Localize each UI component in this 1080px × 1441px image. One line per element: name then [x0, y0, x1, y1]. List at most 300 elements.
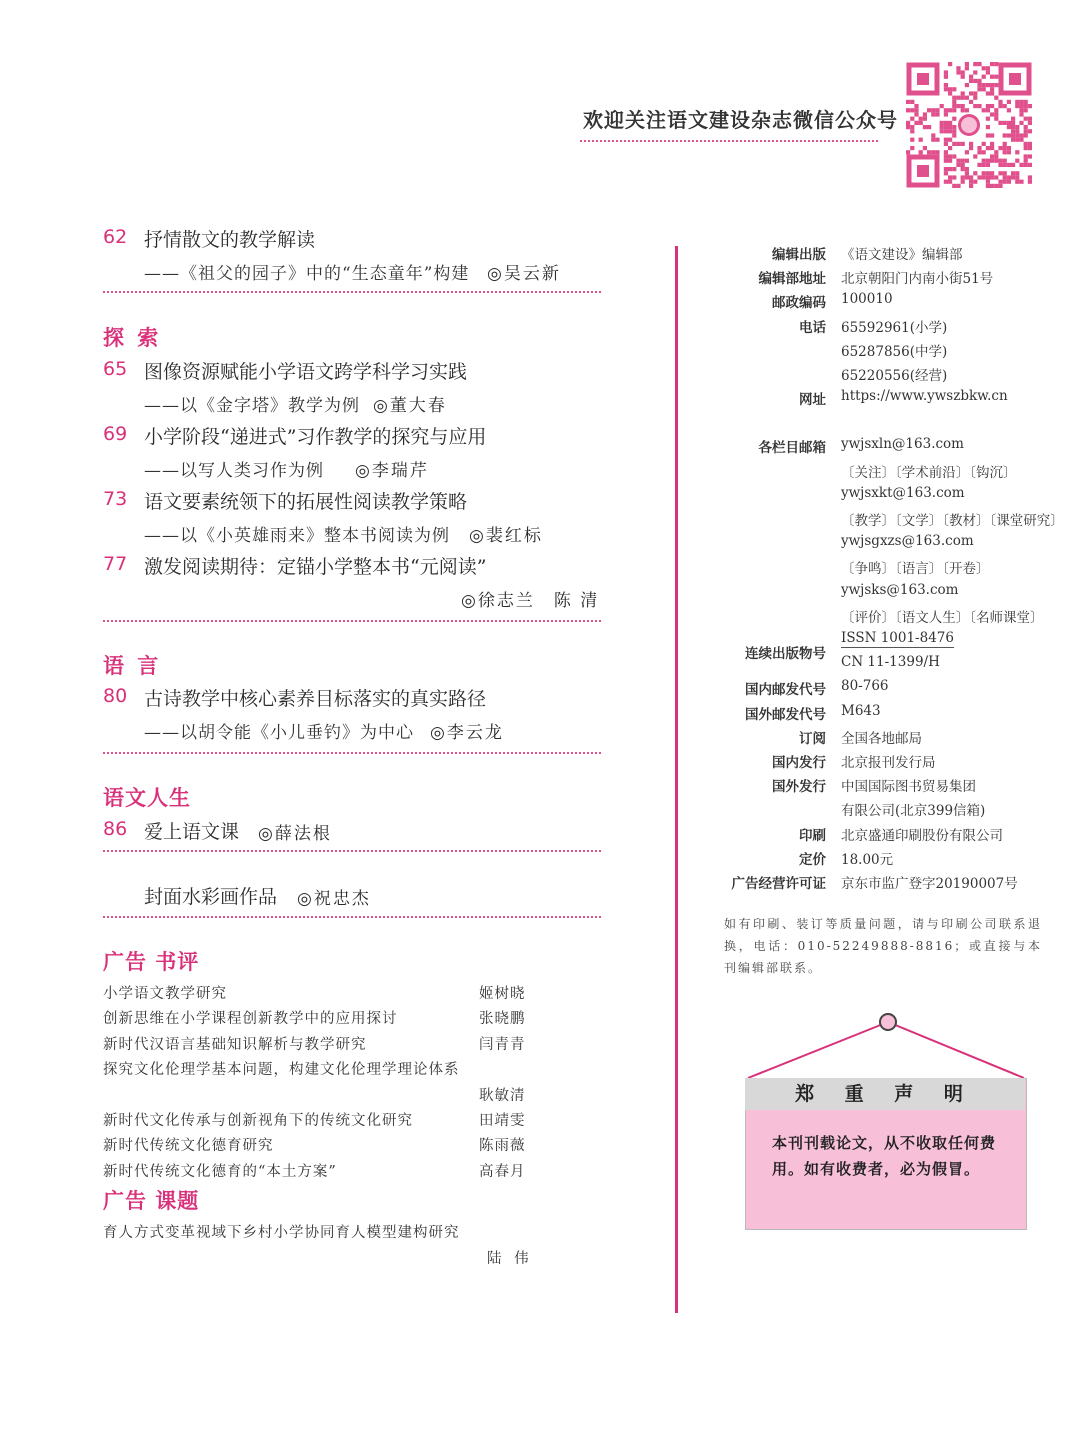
qr-module [969, 175, 973, 179]
qr-module [969, 184, 973, 188]
qr-module [956, 184, 960, 188]
qr-module [1028, 129, 1032, 133]
info-value: ywjsxln@163.com [841, 436, 964, 453]
info-label: 国内邮发代号 [745, 682, 826, 699]
qr-module [1028, 104, 1032, 108]
qr-module [994, 150, 998, 154]
toc-article-author: ◎薛法根 [258, 824, 332, 844]
qr-module [969, 79, 973, 83]
info-value: https://www.ywszbkw.cn [841, 388, 1008, 405]
qr-module [927, 150, 931, 154]
qr-module [990, 175, 994, 179]
qr-module [990, 133, 994, 137]
qr-module [977, 87, 981, 91]
qr-module [1024, 104, 1028, 108]
column-divider [675, 246, 678, 1313]
qr-module [944, 142, 948, 146]
section-divider [103, 916, 601, 918]
qr-module [952, 117, 956, 121]
qr-module [948, 129, 952, 133]
qr-module [910, 129, 914, 133]
info-value: 《语文建设》编辑部 [841, 247, 963, 263]
toc-article-author: ◎李瑞芹 [355, 461, 429, 481]
qr-module [910, 125, 914, 129]
qr-module [982, 83, 986, 87]
qr-module [994, 184, 998, 188]
notice-body: 本刊刊载论文，从不收取任何费用。如有收费者，必为假冒。 [772, 1134, 997, 1178]
qr-module [1011, 129, 1015, 133]
qr-module [961, 108, 965, 112]
qr-module [1007, 100, 1011, 104]
qr-module [1003, 159, 1007, 163]
qr-module [961, 159, 965, 163]
qr-module [965, 150, 969, 154]
qr-module [952, 96, 956, 100]
qr-module [982, 142, 986, 146]
qr-module [1028, 117, 1032, 121]
qr-module [948, 125, 952, 129]
qr-module [956, 142, 960, 146]
qr-module [977, 79, 981, 83]
info-value: ISSN 1001-8476 [841, 630, 954, 646]
qr-module [1028, 180, 1032, 184]
toc-article-author: ◎李云龙 [430, 723, 504, 743]
qr-module [940, 125, 944, 129]
qr-module [919, 121, 923, 125]
info-label: 连续出版物号 [745, 646, 826, 663]
section-heading-ad-books: 广告 书评 [103, 949, 200, 974]
qr-module [1003, 180, 1007, 184]
qr-module [1011, 175, 1015, 179]
qr-module [973, 180, 977, 184]
toc-page-number: 73 [103, 488, 128, 510]
qr-module [973, 104, 977, 108]
qr-module [961, 167, 965, 171]
qr-module [986, 180, 990, 184]
book-title: 新时代传统文化德育研究 [103, 1138, 274, 1154]
book-author: 耿敏清 [479, 1088, 526, 1104]
qr-module [986, 117, 990, 121]
qr-module [931, 133, 935, 137]
toc-article-title: 爱上语文课 [144, 821, 240, 843]
qr-module [1019, 121, 1023, 125]
qr-module [1019, 104, 1023, 108]
qr-module [931, 108, 935, 112]
qr-module [994, 154, 998, 158]
qr-module [986, 133, 990, 137]
qr-module [986, 175, 990, 179]
qr-module [1015, 104, 1019, 108]
qr-module [1024, 142, 1028, 146]
qr-module [1024, 100, 1028, 104]
qr-module [986, 171, 990, 175]
qr-module [956, 96, 960, 100]
book-author: 闫青青 [479, 1037, 526, 1053]
qr-module [944, 150, 948, 154]
info-label: 印刷 [799, 827, 826, 844]
qr-module [906, 125, 910, 129]
qr-module [982, 150, 986, 154]
qr-module [914, 112, 918, 116]
qr-module [948, 154, 952, 158]
qr-module [1003, 150, 1007, 154]
qr-module [944, 70, 948, 74]
qr-module [952, 104, 956, 108]
qr-module [994, 175, 998, 179]
qr-module [1015, 125, 1019, 129]
qr-module [982, 66, 986, 70]
qr-module [1011, 125, 1015, 129]
qr-module [935, 138, 939, 142]
section-divider [103, 620, 601, 622]
qr-module [952, 184, 956, 188]
qr-module [973, 154, 977, 158]
qr-module [973, 171, 977, 175]
section-heading-life: 语文人生 [103, 785, 191, 810]
qr-module [994, 159, 998, 163]
qr-module [1011, 133, 1015, 137]
qr-module [977, 62, 981, 66]
qr-module [969, 75, 973, 79]
qr-module [906, 108, 910, 112]
qr-module [923, 125, 927, 129]
toc-article-subtitle: ——以《金字塔》教学为例 [144, 396, 360, 416]
qr-module [998, 121, 1002, 125]
qr-module [969, 100, 973, 104]
hanging-string-icon [740, 1010, 1035, 1085]
qr-module [1003, 175, 1007, 179]
qr-module [952, 142, 956, 146]
qr-module [965, 175, 969, 179]
qr-module [961, 175, 965, 179]
qr-module [965, 83, 969, 87]
qr-module [944, 154, 948, 158]
info-value: M643 [841, 702, 881, 719]
qr-module [1007, 150, 1011, 154]
qr-module [948, 138, 952, 142]
qr-module [986, 70, 990, 74]
qr-module [1007, 121, 1011, 125]
qr-module [940, 121, 944, 125]
qr-module [1028, 142, 1032, 146]
qr-module [923, 146, 927, 150]
toc-article-title: 语文要素统领下的拓展性阅读教学策略 [144, 491, 468, 513]
info-value: 65287856(中学) [841, 343, 948, 360]
qr-module [1015, 171, 1019, 175]
qr-module [986, 91, 990, 95]
qr-module [1024, 163, 1028, 167]
qr-module [944, 167, 948, 171]
toc-article-author: ◎裴红标 [469, 526, 543, 546]
qr-module [969, 146, 973, 150]
qr-module [1007, 163, 1011, 167]
qr-module [961, 70, 965, 74]
qr-module [982, 108, 986, 112]
qr-module [973, 70, 977, 74]
info-value: ywjsgxzs@163.com [841, 533, 974, 550]
info-value: 65220556(经营) [841, 368, 948, 384]
qr-module [1003, 171, 1007, 175]
section-heading-explore: 探 索 [103, 325, 162, 350]
qr-module [977, 104, 981, 108]
qr-module [1019, 163, 1023, 167]
qr-module [961, 96, 965, 100]
qr-module [990, 171, 994, 175]
qr-module [1015, 138, 1019, 142]
qr-module [1028, 163, 1032, 167]
qr-module [1003, 133, 1007, 137]
qr-module [965, 167, 969, 171]
info-label: 国外发行 [772, 779, 826, 796]
book-title: 新时代文化传承与创新视角下的传统文化研究 [103, 1113, 413, 1129]
toc-article-author: ◎董大春 [373, 396, 447, 416]
qr-module [914, 108, 918, 112]
qr-module [1007, 125, 1011, 129]
qr-module [948, 121, 952, 125]
qr-module [910, 146, 914, 150]
qr-module [961, 91, 965, 95]
qr-module [956, 163, 960, 167]
qr-module [1019, 112, 1023, 116]
qr-module [948, 62, 952, 66]
qr-module [990, 87, 994, 91]
qr-module [998, 159, 1002, 163]
qr-module [1024, 129, 1028, 133]
qr-module [1024, 146, 1028, 150]
qr-module [1024, 117, 1028, 121]
qr-module [1003, 104, 1007, 108]
book-title: 新时代传统文化德育的“本土方案” [103, 1164, 337, 1180]
qr-module [986, 108, 990, 112]
qr-module [1019, 108, 1023, 112]
info-value: 〔教学〕〔文学〕〔教材〕〔课堂研究〕 [841, 513, 1064, 529]
qr-module [923, 117, 927, 121]
qr-module [1024, 133, 1028, 137]
info-label: 编辑部地址 [758, 271, 826, 288]
qr-module [965, 171, 969, 175]
qr-module [994, 83, 998, 87]
book-title: 探究文化伦理学基本问题，构建文化伦理学理论体系 [103, 1062, 460, 1078]
qr-module [990, 83, 994, 87]
qr-module [1011, 117, 1015, 121]
info-value: 全国各地邮局 [841, 730, 922, 747]
qr-module [935, 150, 939, 154]
book-author: 陈雨薇 [479, 1138, 526, 1154]
qr-module [990, 104, 994, 108]
info-value: CN 11-1399/H [841, 654, 940, 671]
qr-module [965, 108, 969, 112]
qr-module [1015, 180, 1019, 184]
qr-module [961, 75, 965, 79]
qr-module [927, 125, 931, 129]
book-title: 创新思维在小学课程创新教学中的应用探讨 [103, 1011, 398, 1027]
qr-module [1015, 150, 1019, 154]
header-divider [580, 140, 878, 142]
qr-module [990, 184, 994, 188]
qr-module [990, 91, 994, 95]
qr-module [944, 171, 948, 175]
qr-module [906, 121, 910, 125]
qr-module [944, 129, 948, 133]
qr-module [1019, 100, 1023, 104]
qr-code-icon [906, 62, 1032, 188]
qr-module [944, 180, 948, 184]
qr-module [965, 159, 969, 163]
qr-module [906, 100, 910, 104]
qr-module [948, 91, 952, 95]
qr-module [998, 184, 1002, 188]
qr-module [1015, 129, 1019, 133]
info-value: ywjsks@163.com [841, 581, 959, 598]
qr-module [906, 150, 910, 154]
info-label: 国内发行 [772, 755, 826, 771]
qr-module [923, 112, 927, 116]
qr-module [948, 108, 952, 112]
qr-module [973, 62, 977, 66]
book-title: 小学语文教学研究 [103, 986, 227, 1002]
qr-module [973, 79, 977, 83]
qr-module [927, 108, 931, 112]
qr-module [944, 83, 948, 87]
qr-module [998, 171, 1002, 175]
qr-module [952, 100, 956, 104]
qr-module [986, 66, 990, 70]
info-label: 国外邮发代号 [745, 706, 826, 723]
qr-module [1024, 159, 1028, 163]
qr-module [1024, 154, 1028, 158]
qr-module [1003, 146, 1007, 150]
qr-module [1003, 142, 1007, 146]
qr-module [910, 100, 914, 104]
section-divider [103, 291, 601, 293]
qr-module [1028, 154, 1032, 158]
qr-module [977, 175, 981, 179]
qr-module [994, 75, 998, 79]
qr-module [944, 75, 948, 79]
section-divider [103, 850, 601, 852]
info-value: 京东市监广登字20190007号 [841, 876, 1018, 892]
qr-module [961, 104, 965, 108]
toc-article-subtitle: ——以写人类习作为例 [144, 461, 324, 481]
qr-module [1007, 180, 1011, 184]
qr-module [1007, 175, 1011, 179]
qr-module [944, 108, 948, 112]
qr-module [994, 62, 998, 66]
qr-module [961, 163, 965, 167]
qr-module [990, 75, 994, 79]
qr-module [940, 129, 944, 133]
quality-note: 如有印刷、装订等质量问题，请与印刷公司联系退换，电话：010-52249888-8816；或直接与本刊编辑部联系。 [724, 917, 1042, 975]
qr-module [969, 142, 973, 146]
toc-page-number: 65 [103, 358, 128, 380]
qr-module [948, 87, 952, 91]
qr-module [1024, 108, 1028, 112]
qr-module [994, 96, 998, 100]
info-value: 北京报刊发行局 [841, 755, 936, 771]
qr-module [998, 104, 1002, 108]
qr-module [1028, 146, 1032, 150]
qr-module [982, 171, 986, 175]
qr-module [1028, 121, 1032, 125]
notice-heading: 郑 重 声 明 [745, 1078, 1025, 1110]
qr-module [986, 83, 990, 87]
qr-module [990, 112, 994, 116]
cover-art-author: ◎祝忠杰 [297, 889, 371, 909]
qr-module [1024, 125, 1028, 129]
qr-module [998, 100, 1002, 104]
qr-module [986, 146, 990, 150]
qr-module [965, 96, 969, 100]
section-heading-language: 语 言 [103, 653, 162, 678]
topic-author: 陆 伟 [487, 1251, 533, 1267]
qr-module [965, 62, 969, 66]
qr-module [1003, 121, 1007, 125]
book-author: 高春月 [479, 1164, 526, 1180]
qr-module [952, 108, 956, 112]
qr-module [948, 159, 952, 163]
qr-module [952, 125, 956, 129]
info-value: 〔评价〕〔语文人生〕〔名师课堂〕 [841, 609, 1044, 626]
qr-module [910, 117, 914, 121]
qr-module [998, 163, 1002, 167]
qr-module [982, 75, 986, 79]
qr-module [1011, 171, 1015, 175]
qr-module [952, 87, 956, 91]
qr-module [969, 180, 973, 184]
qr-module [990, 146, 994, 150]
book-author: 姬树晓 [479, 986, 526, 1002]
qr-module [969, 91, 973, 95]
qr-module [914, 121, 918, 125]
info-value: 80-766 [841, 678, 889, 695]
qr-module [944, 121, 948, 125]
toc-page-number: 62 [103, 226, 128, 248]
qr-module [986, 184, 990, 188]
qr-module [944, 138, 948, 142]
qr-module [961, 142, 965, 146]
qr-module [948, 180, 952, 184]
qr-module [982, 175, 986, 179]
qr-module [931, 138, 935, 142]
qr-module [1011, 138, 1015, 142]
qr-module [1019, 180, 1023, 184]
qr-module [977, 150, 981, 154]
info-value: 北京盛通印刷股份有限公司 [841, 827, 1003, 844]
qr-module [998, 146, 1002, 150]
qr-module [982, 163, 986, 167]
qr-module [986, 163, 990, 167]
toc-page-number: 80 [103, 685, 128, 707]
qr-module [982, 87, 986, 91]
qr-module [1007, 108, 1011, 112]
qr-module [935, 108, 939, 112]
toc-page-number: 77 [103, 553, 128, 575]
info-label: 邮政编码 [772, 295, 826, 312]
toc-article-subtitle: ——《祖父的园子》中的“生态童年”构建 [144, 264, 470, 284]
qr-module [998, 180, 1002, 184]
qr-module [977, 83, 981, 87]
qr-module [990, 159, 994, 163]
qr-module [948, 146, 952, 150]
qr-module [952, 133, 956, 137]
qr-module [956, 159, 960, 163]
info-value: 〔关注〕〔学术前沿〕〔钩沉〕 [841, 464, 1017, 481]
qr-module [990, 154, 994, 158]
info-value: 中国国际图书贸易集团 [841, 779, 976, 796]
toc-article-title: 激发阅读期待：定锚小学整本书“元阅读” [144, 556, 487, 578]
qr-module [952, 175, 956, 179]
qr-module [910, 138, 914, 142]
